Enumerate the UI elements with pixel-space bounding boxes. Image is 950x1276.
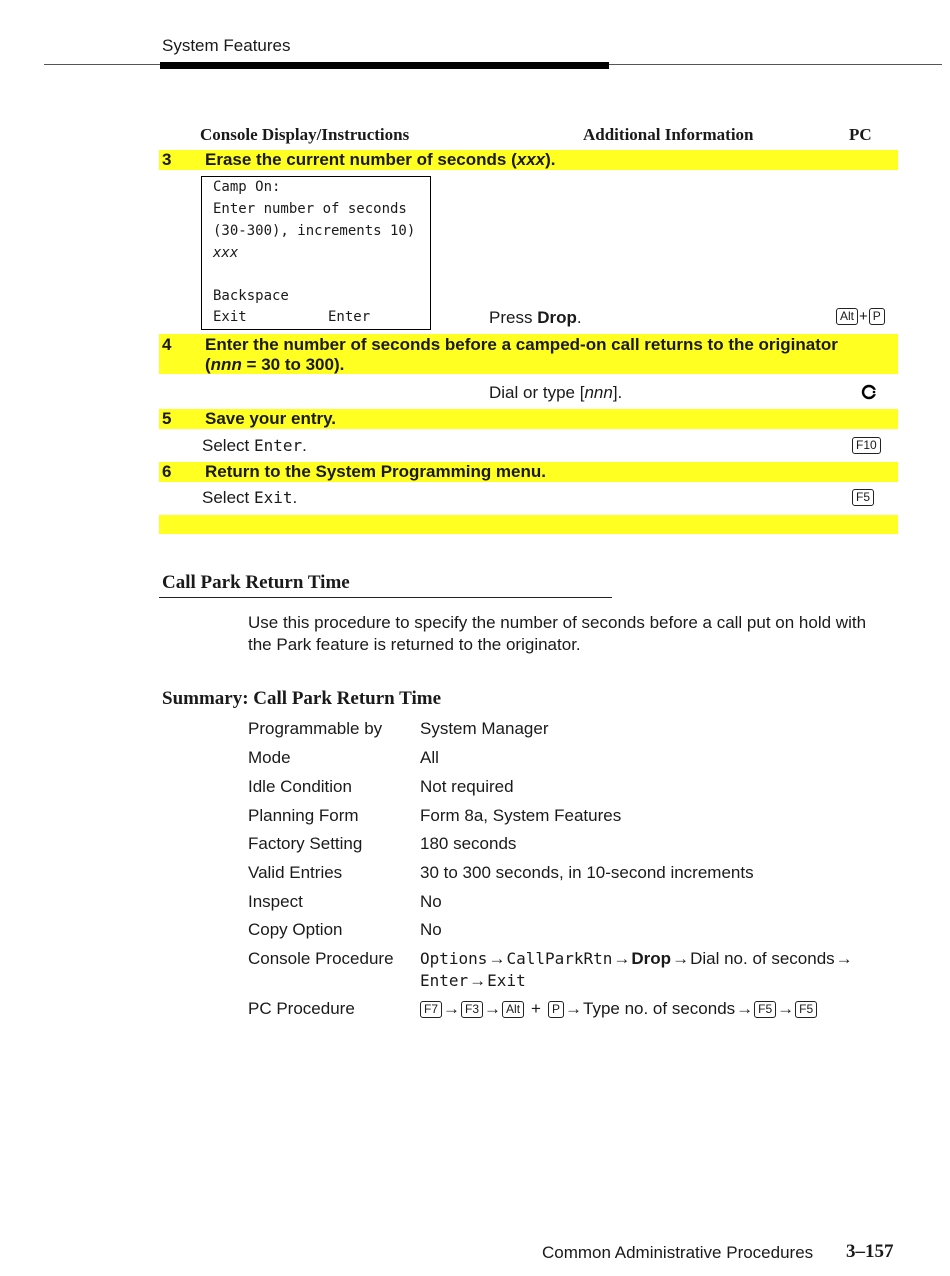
screen-line-backspace: Backspace (213, 288, 289, 304)
pc-procedure-label: PC Procedure (248, 999, 355, 1018)
f5-key: F5 (795, 1001, 817, 1018)
screen-line-4: xxx (213, 245, 239, 261)
step-3-pc-keys (836, 308, 885, 326)
f7-key: F7 (420, 1001, 442, 1018)
column-header-additional: Additional Information (583, 125, 754, 144)
step-3-number: 3 (162, 150, 172, 169)
screen-line-2: Enter number of seconds (213, 201, 407, 217)
screen-line-1: Camp On: (213, 179, 281, 195)
plus-sign: + (859, 308, 868, 325)
step-4-info: Dial or type [nnn]. (489, 383, 623, 402)
step-3-info: Press Drop. (489, 308, 582, 327)
section-title: Call Park Return Time (162, 572, 350, 593)
f5-key: F5 (754, 1001, 776, 1018)
screen-exit-label: Exit (213, 309, 247, 325)
f10-key: F10 (852, 437, 881, 455)
header-rule-thick (160, 62, 609, 69)
summary-value: Form 8a, System Features (420, 806, 622, 825)
step-5-number: 5 (162, 409, 172, 428)
end-bar (159, 515, 898, 534)
console-procedure-line-1: Options→CallParkRtn→Drop→Dial no. of seconds→ (420, 949, 853, 968)
alt-key: Alt (502, 1001, 524, 1018)
console-procedure-line-2: Enter→Exit (420, 971, 526, 990)
step-6-number: 6 (162, 462, 172, 481)
summary-title: Summary: Call Park Return Time (162, 688, 442, 709)
summary-label: Valid Entries (248, 863, 343, 882)
running-header: System Features (162, 36, 291, 55)
summary-value: Not required (420, 777, 514, 796)
step-4-number: 4 (162, 335, 172, 354)
column-header-console: Console Display/Instructions (200, 125, 410, 144)
summary-value: 30 to 300 seconds, in 10-second increments (420, 863, 754, 882)
footer-title: Common Administrative Procedures (542, 1243, 814, 1262)
section-paragraph: Use this procedure to specify the number of seconds before a call put on hold with the Park feature is returned to the originator. (248, 613, 867, 654)
p-key: P (548, 1001, 564, 1018)
summary-value: No (420, 920, 442, 939)
step-6-instruction: Select Exit. (202, 488, 298, 507)
dial-pad-icon (861, 384, 877, 405)
step-5-text: Save your entry. (205, 409, 337, 428)
summary-value: 180 seconds (420, 834, 517, 853)
summary-label: Copy Option (248, 920, 343, 939)
summary-label: Idle Condition (248, 777, 352, 796)
pc-procedure-sequence: F7 → F3 → Alt + P →Type no. of seconds→ F5 → F5 (420, 999, 817, 1019)
f3-key: F3 (461, 1001, 483, 1018)
step-4-line-2: (nnn = 30 to 300). (205, 355, 345, 374)
p-key: P (869, 308, 885, 325)
summary-label: Programmable by (248, 719, 383, 738)
summary-label: Planning Form (248, 806, 359, 825)
step-4-line-1: Enter the number of seconds before a camped-on call returns to the originator (205, 335, 838, 354)
summary-value: No (420, 892, 442, 911)
summary-label: Factory Setting (248, 834, 363, 853)
step-3-text: Erase the current number of seconds (xxx). (205, 150, 556, 169)
f5-key: F5 (852, 489, 874, 507)
step-5-instruction: Select Enter. (202, 436, 307, 455)
screen-line-3: (30-300), increments 10) (213, 223, 416, 239)
summary-value: System Manager (420, 719, 549, 738)
step-6-text: Return to the System Programming menu. (205, 462, 546, 481)
summary-label: Inspect (248, 892, 303, 911)
page-number: 3–157 (846, 1241, 894, 1262)
console-procedure-label: Console Procedure (248, 949, 394, 968)
summary-label: Mode (248, 748, 291, 767)
alt-key: Alt (836, 308, 858, 325)
summary-value: All (420, 748, 439, 767)
column-header-pc: PC (849, 125, 872, 144)
screen-enter-label: Enter (328, 309, 371, 325)
section-rule (159, 597, 612, 598)
